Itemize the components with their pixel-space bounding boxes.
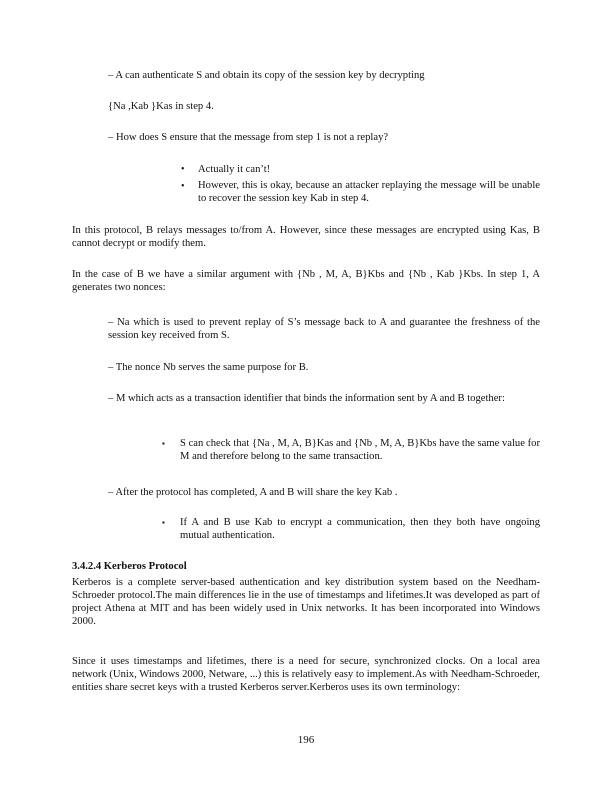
paragraph-kerberos-intro: Kerberos is a complete server-based authentication and key distribution system based on the Needham-Schroeder protocol.The main differences lie in the use of timestamps and lifetimes.It was developed as part of project Athena at MIT and has been widely used in Unix networks. It has been incorporated into Windows 2000. [72,577,540,627]
bullet-text-if-a-and-b: If A and B use Kab to encrypt a communication, then they both have ongoing mutual authentication. [180,517,540,541]
text-line-replay-question: – How does S ensure that the message from step 1 is not a replay? [108,132,389,143]
bullet-text-s-can-check: S can check that {Na , M, A, B}Kas and {Nb , M, A, B}Kbs have the same value for M and therefore belong to the same transaction. [180,438,540,462]
bullet-square-1: ▪ [162,439,165,448]
page-number: 196 [297,734,315,746]
bullet-dot-1: • [181,164,185,175]
bullet-text-however: However, this is okay, because an attacker replaying the message will be unable to recover the session key Kab in step 4. [198,180,540,204]
text-line-step4: {Na ,Kab }Kas in step 4. [108,101,214,112]
text-line-authenticate: – A can authenticate S and obtain its copy of the session key by decrypting [108,70,425,81]
paragraph-na: – Na which is used to prevent replay of S’s message back to A and guarantee the freshness of the session key received from S. [108,317,540,341]
paragraph-m: – M which acts as a transaction identifier that binds the information sent by A and B together: [108,393,505,404]
paragraph-relays: In this protocol, B relays messages to/from A. However, since these messages are encrypted using Kas, B cannot decrypt or modify them. [72,225,540,249]
section-heading-kerberos: 3.4.2.4 Kerberos Protocol [72,561,187,572]
bullet-text-actually: Actually it can’t! [198,164,271,175]
paragraph-case-of-b: In the case of B we have a similar argument with {Nb , M, A, B}Kbs and {Nb , Kab }Kbs. In step 1, A generates two nonces: [72,269,540,293]
bullet-dot-2: • [181,181,185,192]
paragraph-after-protocol: – After the protocol has completed, A and B will share the key Kab . [108,487,398,498]
bullet-square-2: ▪ [162,518,165,527]
paragraph-nb: – The nonce Nb serves the same purpose for B. [108,362,309,373]
paragraph-timestamps: Since it uses timestamps and lifetimes, there is a need for secure, synchronized clocks. On a local area network (Unix, Windows 2000, Netware, ...) this is relatively easy to implement.As with Needham-Schroeder, entities share secret keys with a trusted Kerberos server.Kerberos uses its own terminology: [72,656,540,693]
